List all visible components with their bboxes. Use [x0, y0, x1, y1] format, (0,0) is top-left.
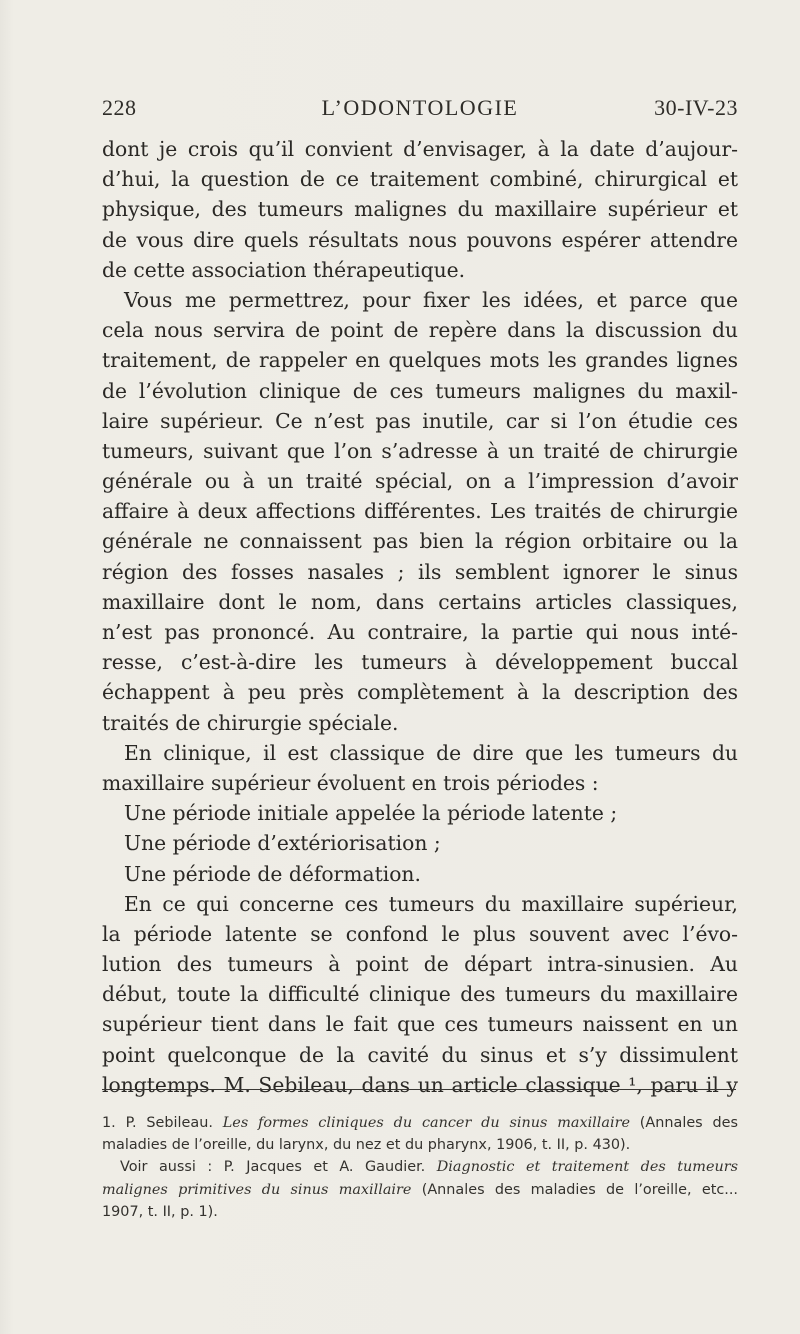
cited-title: Diagnostic et traitement des tumeurs: [436, 1159, 738, 1176]
text-line: resse, c’est-à-dire les tumeurs à développement buccal: [102, 650, 738, 675]
issue-date: 30-IV-23: [654, 95, 738, 120]
footnote-2-line: Voir aussi : P. Jacques et A. Gaudier. Diagnostic et traitement des tumeurs: [120, 1159, 738, 1176]
footnote-1-line: 1. P. Sebileau. Les formes cliniques du cancer du sinus maxillaire (Annales des: [102, 1115, 738, 1131]
page-number: 228: [102, 95, 137, 120]
text-line: affaire à deux affections différentes. Les traités de chirurgie: [102, 499, 738, 524]
text-line: point quelconque de la cavité du sinus et s’y dissimulent: [102, 1042, 738, 1067]
text-line: dont je crois qu’il convient d’envisager, à la date d’aujour-: [102, 137, 738, 161]
text-line: générale ne connaissent pas bien la région orbitaire ou la: [102, 529, 738, 554]
text-line: tumeurs, suivant que l’on s’adresse à un traité de chirurgie: [102, 438, 738, 463]
text-line: Une période de déformation.: [124, 861, 421, 886]
footnote-separator: [102, 1089, 736, 1090]
text-line: d’hui, la question de ce traitement combiné, chirurgical et: [102, 167, 738, 192]
text-line: traitement, de rappeler en quelques mots les grandes lignes: [102, 348, 738, 373]
text-line: la période latente se confond le plus souvent avec l’évo-: [102, 921, 738, 946]
text-line: laire supérieur. Ce n’est pas inutile, car si l’on étudie ces: [102, 408, 738, 433]
text-line: supérieur tient dans le fait que ces tumeurs naissent en un: [102, 1012, 738, 1037]
journal-title: L’ODONTOLOGIE: [321, 95, 519, 120]
body-text: [102, 134, 738, 1100]
text-line: échappent à peu près complètement à la description des: [102, 680, 738, 705]
footnotes: [102, 1112, 738, 1223]
text-line: cela nous servira de point de repère dans la discussion du: [102, 318, 738, 343]
footnote-1-line: maladies de l’oreille, du larynx, du nez et du pharynx, 1906, t. II, p. 430).: [102, 1137, 631, 1154]
footnote-2-line: malignes primitives du sinus maxillaire (Annales des maladies de l’oreille, etc...: [102, 1181, 738, 1198]
text-line: En clinique, il est classique de dire que les tumeurs du: [124, 740, 738, 765]
text-line: Une période d’extériorisation ;: [124, 831, 441, 856]
text-line: n’est pas prononcé. Au contraire, la partie qui nous inté-: [102, 620, 738, 644]
text-line: de cette association thérapeutique.: [102, 257, 466, 282]
text-line: région des fosses nasales ; ils semblent ignorer le sinus: [102, 559, 738, 584]
text-line: physique, des tumeurs malignes du maxillaire supérieur et: [102, 197, 738, 222]
cited-title: malignes primitives du sinus maxillaire: [102, 1181, 412, 1198]
footnote-2-line: 1907, t. II, p. 1).: [102, 1203, 218, 1220]
text-line: Vous me permettrez, pour fixer les idées, et parce que: [124, 287, 738, 312]
text-line: de l’évolution clinique de ces tumeurs malignes du maxil-: [102, 378, 738, 403]
text-line: lution des tumeurs à point de départ intra-sinusien. Au: [102, 952, 738, 977]
text-line: En ce qui concerne ces tumeurs du maxillaire supérieur,: [124, 891, 738, 916]
text-line: maxillaire dont le nom, dans certains articles classiques,: [102, 589, 738, 614]
text-line: début, toute la difficulté clinique des tumeurs du maxillaire: [102, 982, 738, 1007]
text-line: maxillaire supérieur évoluent en trois périodes :: [102, 770, 599, 795]
text-line: générale ou à un traité spécial, on a l’impression d’avoir: [102, 469, 738, 494]
running-header: [102, 95, 738, 125]
text-line: traités de chirurgie spéciale.: [102, 710, 399, 735]
text-line: longtemps. M. Sebileau, dans un article classique ¹, paru il y: [102, 1072, 738, 1097]
cited-title: Les formes cliniques du cancer du sinus maxillaire: [222, 1115, 630, 1131]
text-line: Une période initiale appelée la période latente ;: [124, 801, 618, 826]
text-line: de vous dire quels résultats nous pouvons espérer attendre: [102, 227, 738, 252]
